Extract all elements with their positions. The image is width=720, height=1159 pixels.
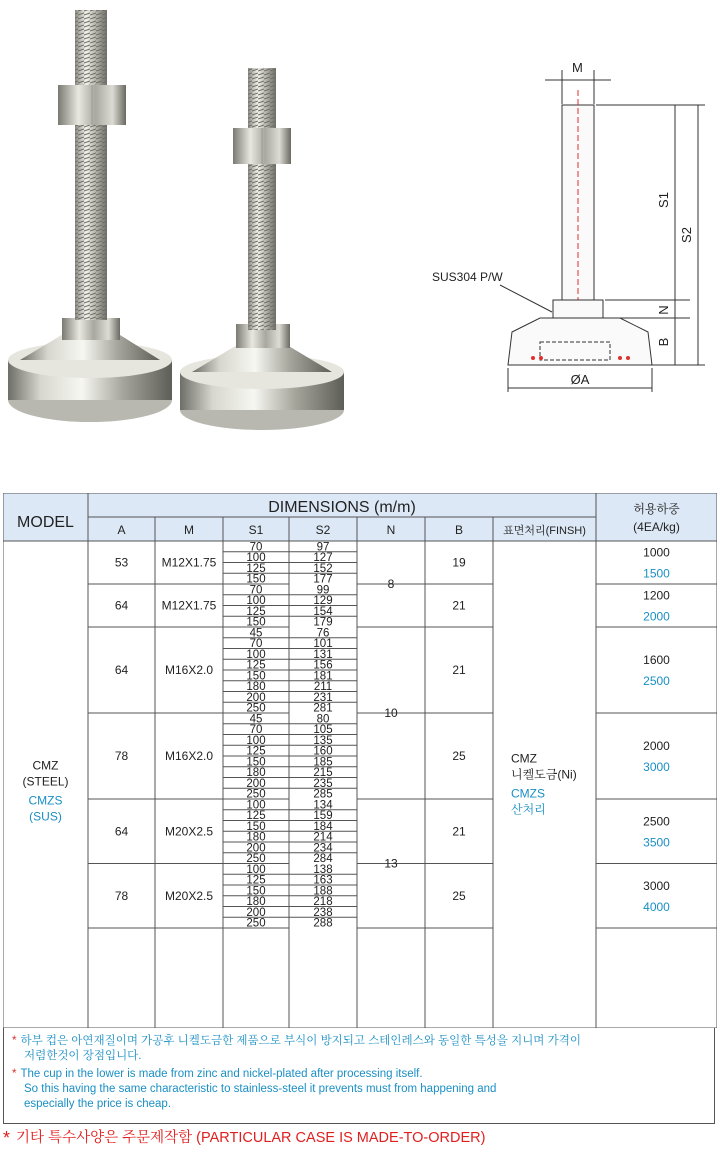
s2-value: 235 (313, 777, 333, 790)
m-value: M12X1.75 (161, 555, 217, 570)
load-steel-value: 3000 (643, 878, 670, 893)
s1-value: 125 (246, 605, 266, 618)
s1-value: 200 (246, 906, 266, 919)
s2-value: 99 (316, 584, 330, 597)
a-value: 78 (114, 749, 129, 763)
s1-value: 180 (246, 681, 266, 693)
s1-value: 100 (246, 863, 266, 876)
s2-value: 105 (313, 724, 333, 736)
s2-value: 134 (313, 799, 333, 812)
footer-text: 기타 특수사양은 주문제작함 (PARTICULAR CASE IS MADE-TO-ORDER) (16, 1130, 486, 1146)
s2-value: 131 (313, 648, 333, 661)
s1-value: 200 (246, 691, 266, 704)
s1-value: 70 (249, 541, 263, 554)
header-col-a: A (117, 523, 126, 537)
note-star: * (12, 1035, 17, 1047)
s2-value: 156 (313, 659, 333, 672)
header-col-s1: S1 (248, 523, 264, 537)
s2-value: 138 (313, 863, 333, 876)
s2-value: 101 (313, 638, 333, 650)
s2-value: 215 (313, 767, 333, 779)
load-sus-value: 3000 (643, 760, 670, 774)
s2-value: 185 (313, 756, 333, 769)
header-col-n: N (386, 523, 396, 537)
s1-value: 200 (246, 777, 266, 790)
leveling-foot-small (180, 68, 344, 430)
header-col-b: B (454, 523, 464, 537)
s1-value: 100 (246, 648, 266, 661)
s1-value: 150 (246, 885, 266, 898)
s1-value: 180 (246, 896, 266, 908)
m-value: M16X2.0 (164, 749, 214, 763)
s1-value: 250 (246, 853, 266, 865)
b-value: 19 (452, 555, 466, 570)
note-ko-line2: 저렴한것이 장점입니다. (24, 1050, 142, 1062)
header-model: MODEL (17, 514, 74, 531)
s2-value: 76 (316, 627, 330, 640)
dim-s1-label: S1 (656, 192, 671, 208)
s1-value: 180 (246, 767, 266, 779)
s2-value: 284 (313, 853, 333, 865)
s1-value: 100 (246, 552, 266, 564)
header-load-line1: 허용하중 (633, 502, 680, 516)
note-en-line3: especially the price is cheap. (24, 1098, 172, 1110)
s1-value: 125 (246, 659, 266, 672)
n-value: 10 (384, 706, 398, 720)
header-dimensions: DIMENSIONS (m/m) (268, 499, 416, 516)
s2-value: 234 (313, 842, 333, 855)
s2-value: 177 (313, 573, 333, 586)
s2-value: 238 (313, 906, 333, 919)
dim-a-label: ØA (570, 372, 590, 387)
a-value: 64 (114, 824, 129, 839)
m-value: M12X1.75 (161, 598, 217, 613)
model-line1: CMZ (32, 758, 59, 773)
load-steel-value: 2000 (643, 739, 670, 753)
s1-value: 200 (246, 842, 266, 855)
s2-value: 288 (313, 917, 333, 930)
s2-value: 214 (313, 831, 333, 844)
note-ko-line1: 하부 컵은 아연재질이며 가공후 니켈도금한 제품으로 부식이 방지되고 스테인레스와 동일한 특성을 지니며 가격이 (20, 1035, 581, 1047)
b-value: 21 (452, 598, 466, 613)
s1-value: 70 (249, 638, 263, 650)
m-value: M16X2.0 (164, 663, 214, 677)
load-sus-value: 2000 (643, 609, 670, 624)
s2-value: 231 (313, 691, 333, 704)
s2-value: 285 (313, 788, 333, 801)
b-value: 21 (452, 824, 466, 839)
load-sus-value: 1500 (643, 566, 670, 581)
s2-value: 127 (313, 552, 333, 564)
a-value: 53 (114, 555, 129, 570)
s2-value: 97 (316, 541, 330, 554)
product-photo (0, 0, 460, 450)
model-line2: (STEEL) (22, 774, 69, 789)
a-value: 78 (114, 888, 129, 903)
dim-n-label: N (656, 305, 671, 315)
a-value: 64 (114, 663, 129, 677)
s2-value: 281 (313, 702, 333, 715)
s1-value: 100 (246, 799, 266, 812)
b-value: 25 (452, 749, 466, 763)
note-en-line2: So this having the same characteristic to stainless-steel it prevents must from happening and (24, 1083, 497, 1095)
s1-value: 150 (246, 670, 266, 683)
s1-value: 125 (246, 810, 266, 822)
load-steel-value: 1600 (643, 653, 670, 667)
dim-b-label: B (656, 337, 671, 347)
s1-value: 150 (246, 573, 266, 586)
s1-value: 250 (246, 917, 266, 930)
s1-value: 100 (246, 595, 266, 607)
n-value: 8 (387, 577, 395, 591)
s1-value: 125 (246, 745, 266, 758)
s1-value: 45 (249, 627, 263, 640)
s1-value: 180 (246, 831, 266, 844)
model-line3: CMZS (28, 793, 63, 808)
header-load-line2: (4EA/kg) (633, 520, 680, 534)
note-star: * (12, 1068, 17, 1080)
b-value: 21 (452, 663, 466, 677)
m-value: M20X2.5 (164, 888, 214, 903)
s2-value: 163 (313, 874, 333, 887)
a-value: 64 (114, 598, 129, 613)
footer-note (3, 1127, 715, 1149)
load-sus-value: 3500 (643, 835, 670, 850)
s2-value: 154 (313, 605, 333, 618)
s2-value: 181 (313, 670, 333, 683)
s2-value: 218 (313, 896, 333, 908)
s1-value: 70 (249, 724, 263, 736)
load-steel-value: 1200 (643, 588, 670, 603)
finish-line3: CMZS (511, 786, 545, 801)
dim-s2-label: S2 (679, 227, 694, 243)
s1-value: 150 (246, 616, 266, 629)
note-english (12, 1067, 706, 1112)
s1-value: 125 (246, 874, 266, 887)
s1-value: 250 (246, 702, 266, 715)
s2-value: 159 (313, 810, 333, 822)
note-en-line1: The cup in the lower is made from zinc and nickel-plated after processing itself. (20, 1068, 423, 1080)
s1-value: 250 (246, 788, 266, 801)
notes-box (3, 1028, 715, 1124)
s1-value: 45 (249, 713, 263, 726)
m-value: M20X2.5 (164, 824, 214, 839)
dim-m-label: M (572, 60, 583, 75)
leveling-foot-large (8, 10, 172, 422)
b-value: 25 (452, 888, 466, 903)
s2-value: 188 (313, 885, 333, 898)
s2-value: 211 (313, 681, 333, 693)
header-col-s2: S2 (315, 523, 331, 537)
s1-value: 125 (246, 562, 266, 575)
s2-value: 135 (313, 734, 333, 747)
technical-drawing (420, 50, 720, 400)
finish-line4: 산처리 (511, 802, 546, 817)
s2-value: 184 (313, 820, 333, 833)
s2-value: 80 (316, 713, 330, 726)
load-steel-value: 2500 (643, 814, 670, 829)
finish-line2: 니켈도금(Ni) (511, 767, 577, 782)
s2-value: 129 (313, 595, 333, 607)
header-col-finish: 표면처리(FINSH) (503, 525, 586, 537)
header-col-m: M (184, 523, 194, 537)
nut-outline (553, 300, 603, 318)
spec-table (3, 493, 717, 1028)
load-sus-value: 2500 (643, 674, 670, 688)
note-korean (12, 1034, 706, 1064)
washer-label: SUS304 P/W (432, 270, 503, 284)
s1-value: 100 (246, 734, 266, 747)
footer-star: * (3, 1128, 11, 1148)
load-steel-value: 1000 (643, 545, 670, 560)
s2-value: 160 (313, 745, 333, 758)
finish-line1: CMZ (511, 751, 537, 766)
s2-value: 179 (313, 616, 333, 629)
s1-value: 150 (246, 820, 266, 833)
n-value: 13 (384, 856, 398, 871)
load-sus-value: 4000 (643, 899, 670, 914)
s2-value: 152 (313, 562, 333, 575)
s1-value: 150 (246, 756, 266, 769)
model-line4: (SUS) (29, 809, 62, 824)
s1-value: 70 (249, 584, 263, 597)
